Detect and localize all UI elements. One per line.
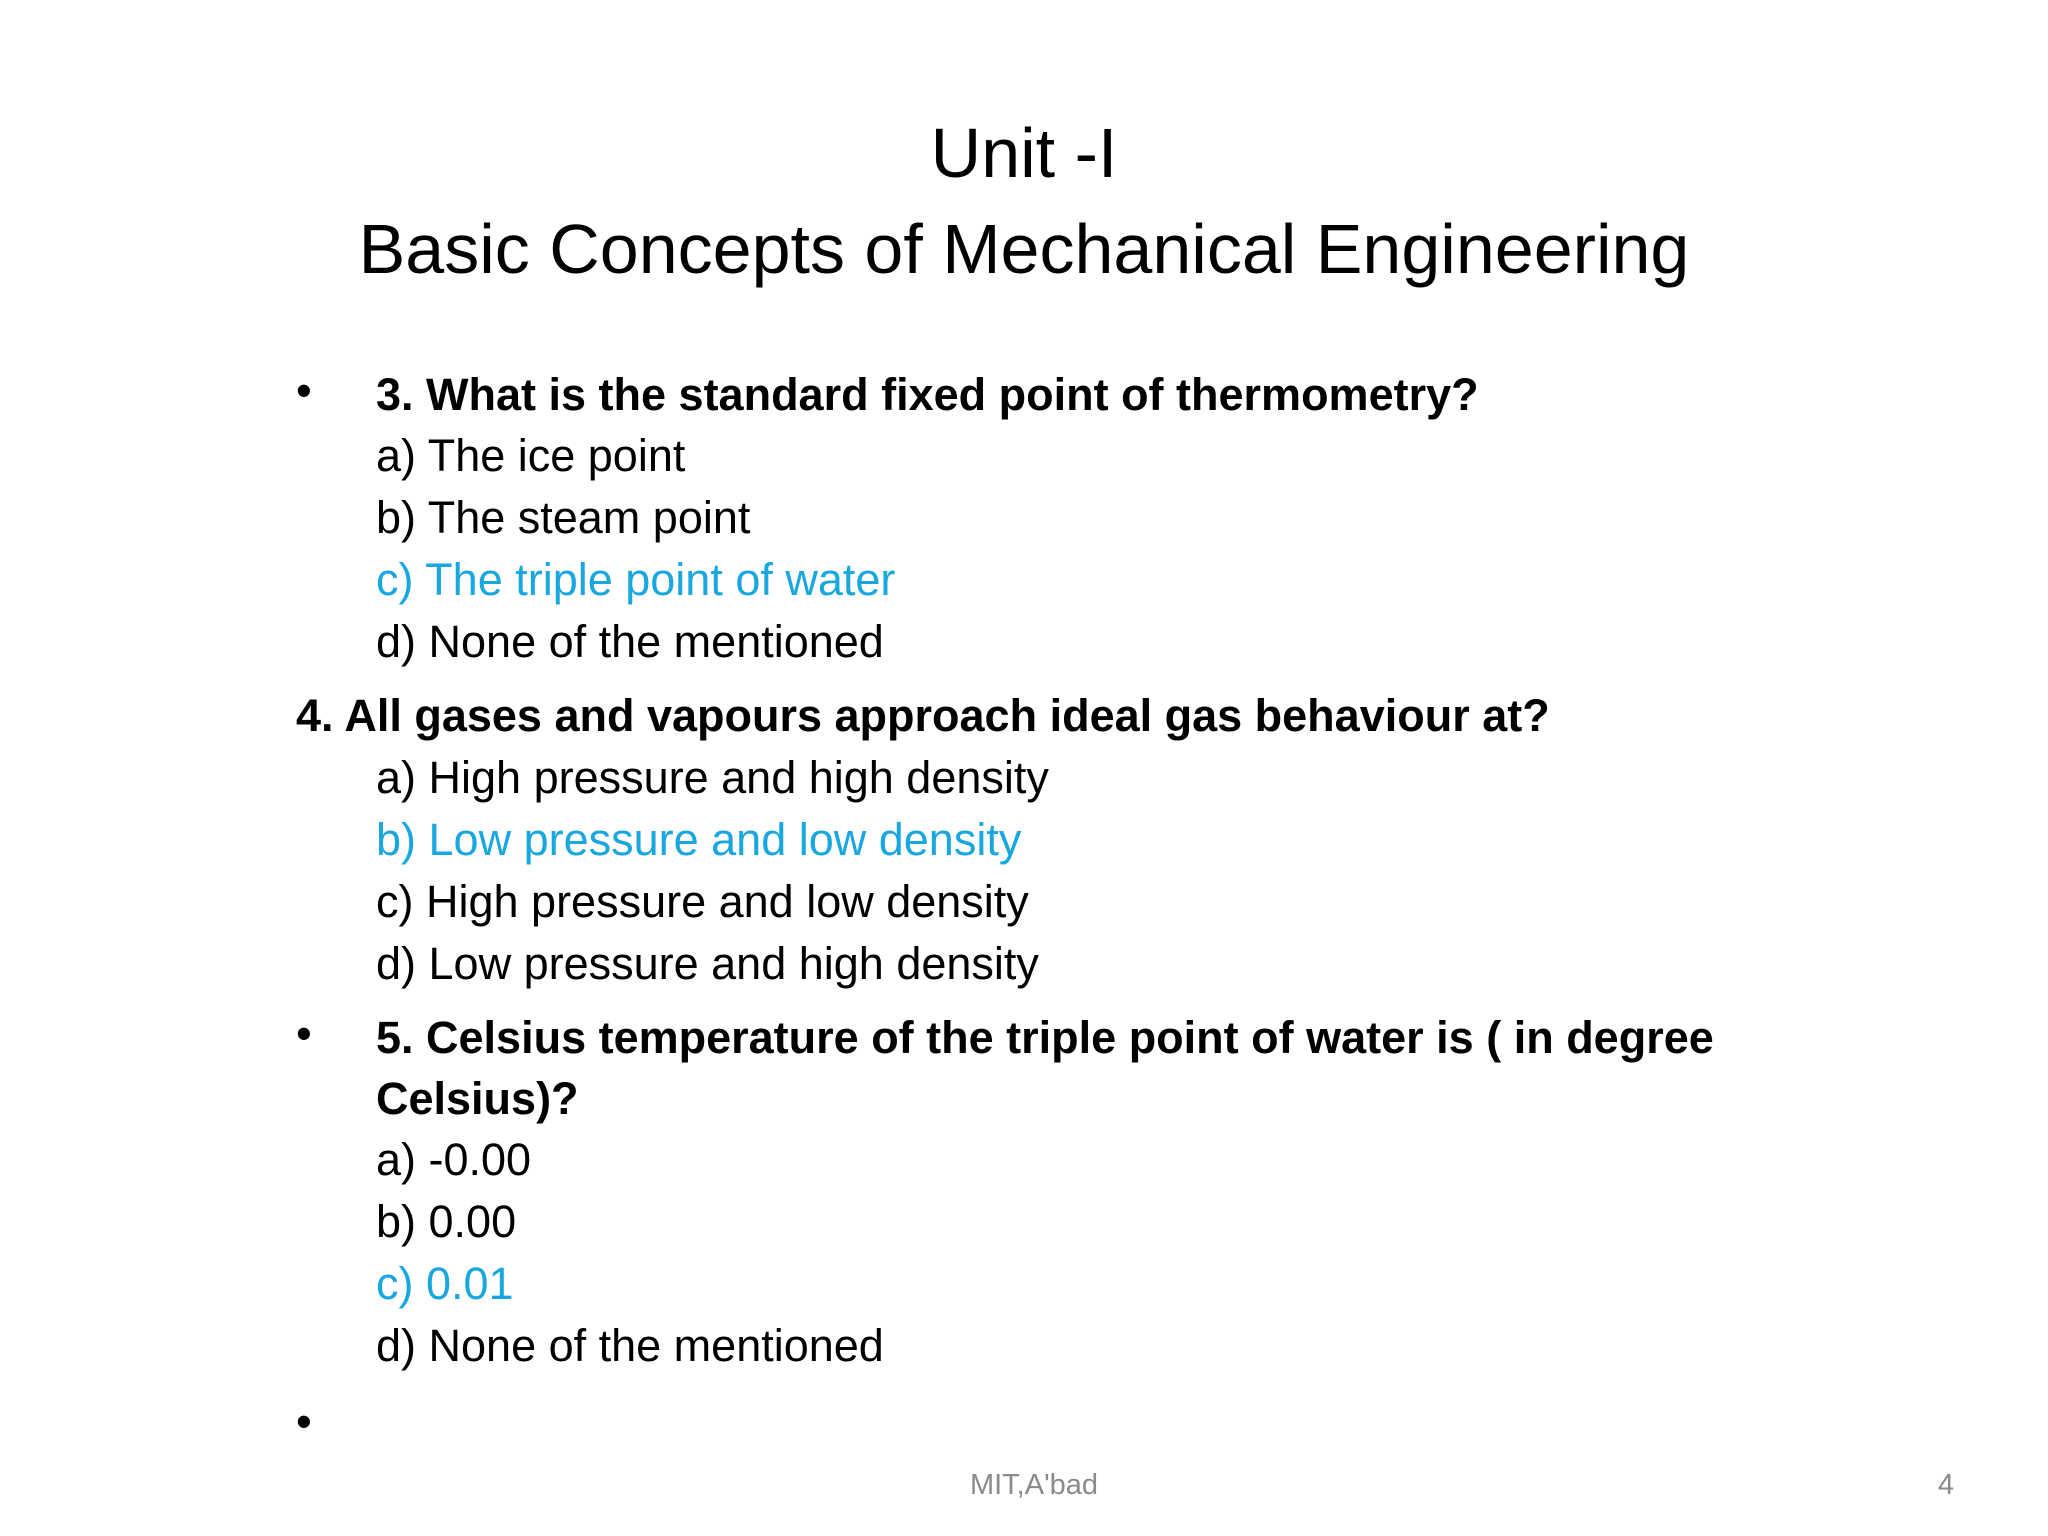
option-d: d) None of the mentioned	[376, 1320, 884, 1371]
option-d: d) None of the mentioned	[376, 616, 884, 667]
bullet-icon: •	[296, 1008, 312, 1059]
option-b: b) 0.00	[376, 1196, 517, 1247]
option-c-correct-answer: c) The triple point of water	[376, 554, 896, 605]
option-a: a) The ice point	[376, 430, 686, 481]
question-text: 4. All gases and vapours approach ideal gas behaviour at?	[296, 690, 1550, 741]
slide-title-line-1: Unit -I	[930, 114, 1118, 192]
bullet-icon: •	[296, 365, 312, 416]
slide-page-number: 4	[1937, 1469, 1954, 1501]
question-list	[296, 364, 1776, 1377]
option-d: d) Low pressure and high density	[376, 938, 1039, 989]
option-a: a) -0.00	[376, 1134, 532, 1185]
question-block-5	[296, 1007, 1776, 1377]
option-b-correct-answer: b) Low pressure and low density	[376, 814, 1022, 865]
question-block-3	[296, 364, 1776, 673]
footer-text: MIT,A'bad	[969, 1469, 1099, 1501]
slide-title-line-2: Basic Concepts of Mechanical Engineering	[358, 210, 1690, 288]
option-b: b) The steam point	[376, 492, 751, 543]
empty-bullet-icon: •	[296, 1396, 312, 1447]
question-text-line-1: 5. Celsius temperature of the triple point of water is ( in degree	[376, 1012, 1714, 1063]
option-c-correct-answer: c) 0.01	[376, 1258, 514, 1309]
option-a: a) High pressure and high density	[376, 752, 1049, 803]
question-text-line-2: Celsius)?	[376, 1073, 579, 1124]
option-c: c) High pressure and low density	[376, 876, 1029, 927]
question-block-4	[296, 685, 1776, 995]
question-text: 3. What is the standard fixed point of thermometry?	[376, 369, 1479, 420]
